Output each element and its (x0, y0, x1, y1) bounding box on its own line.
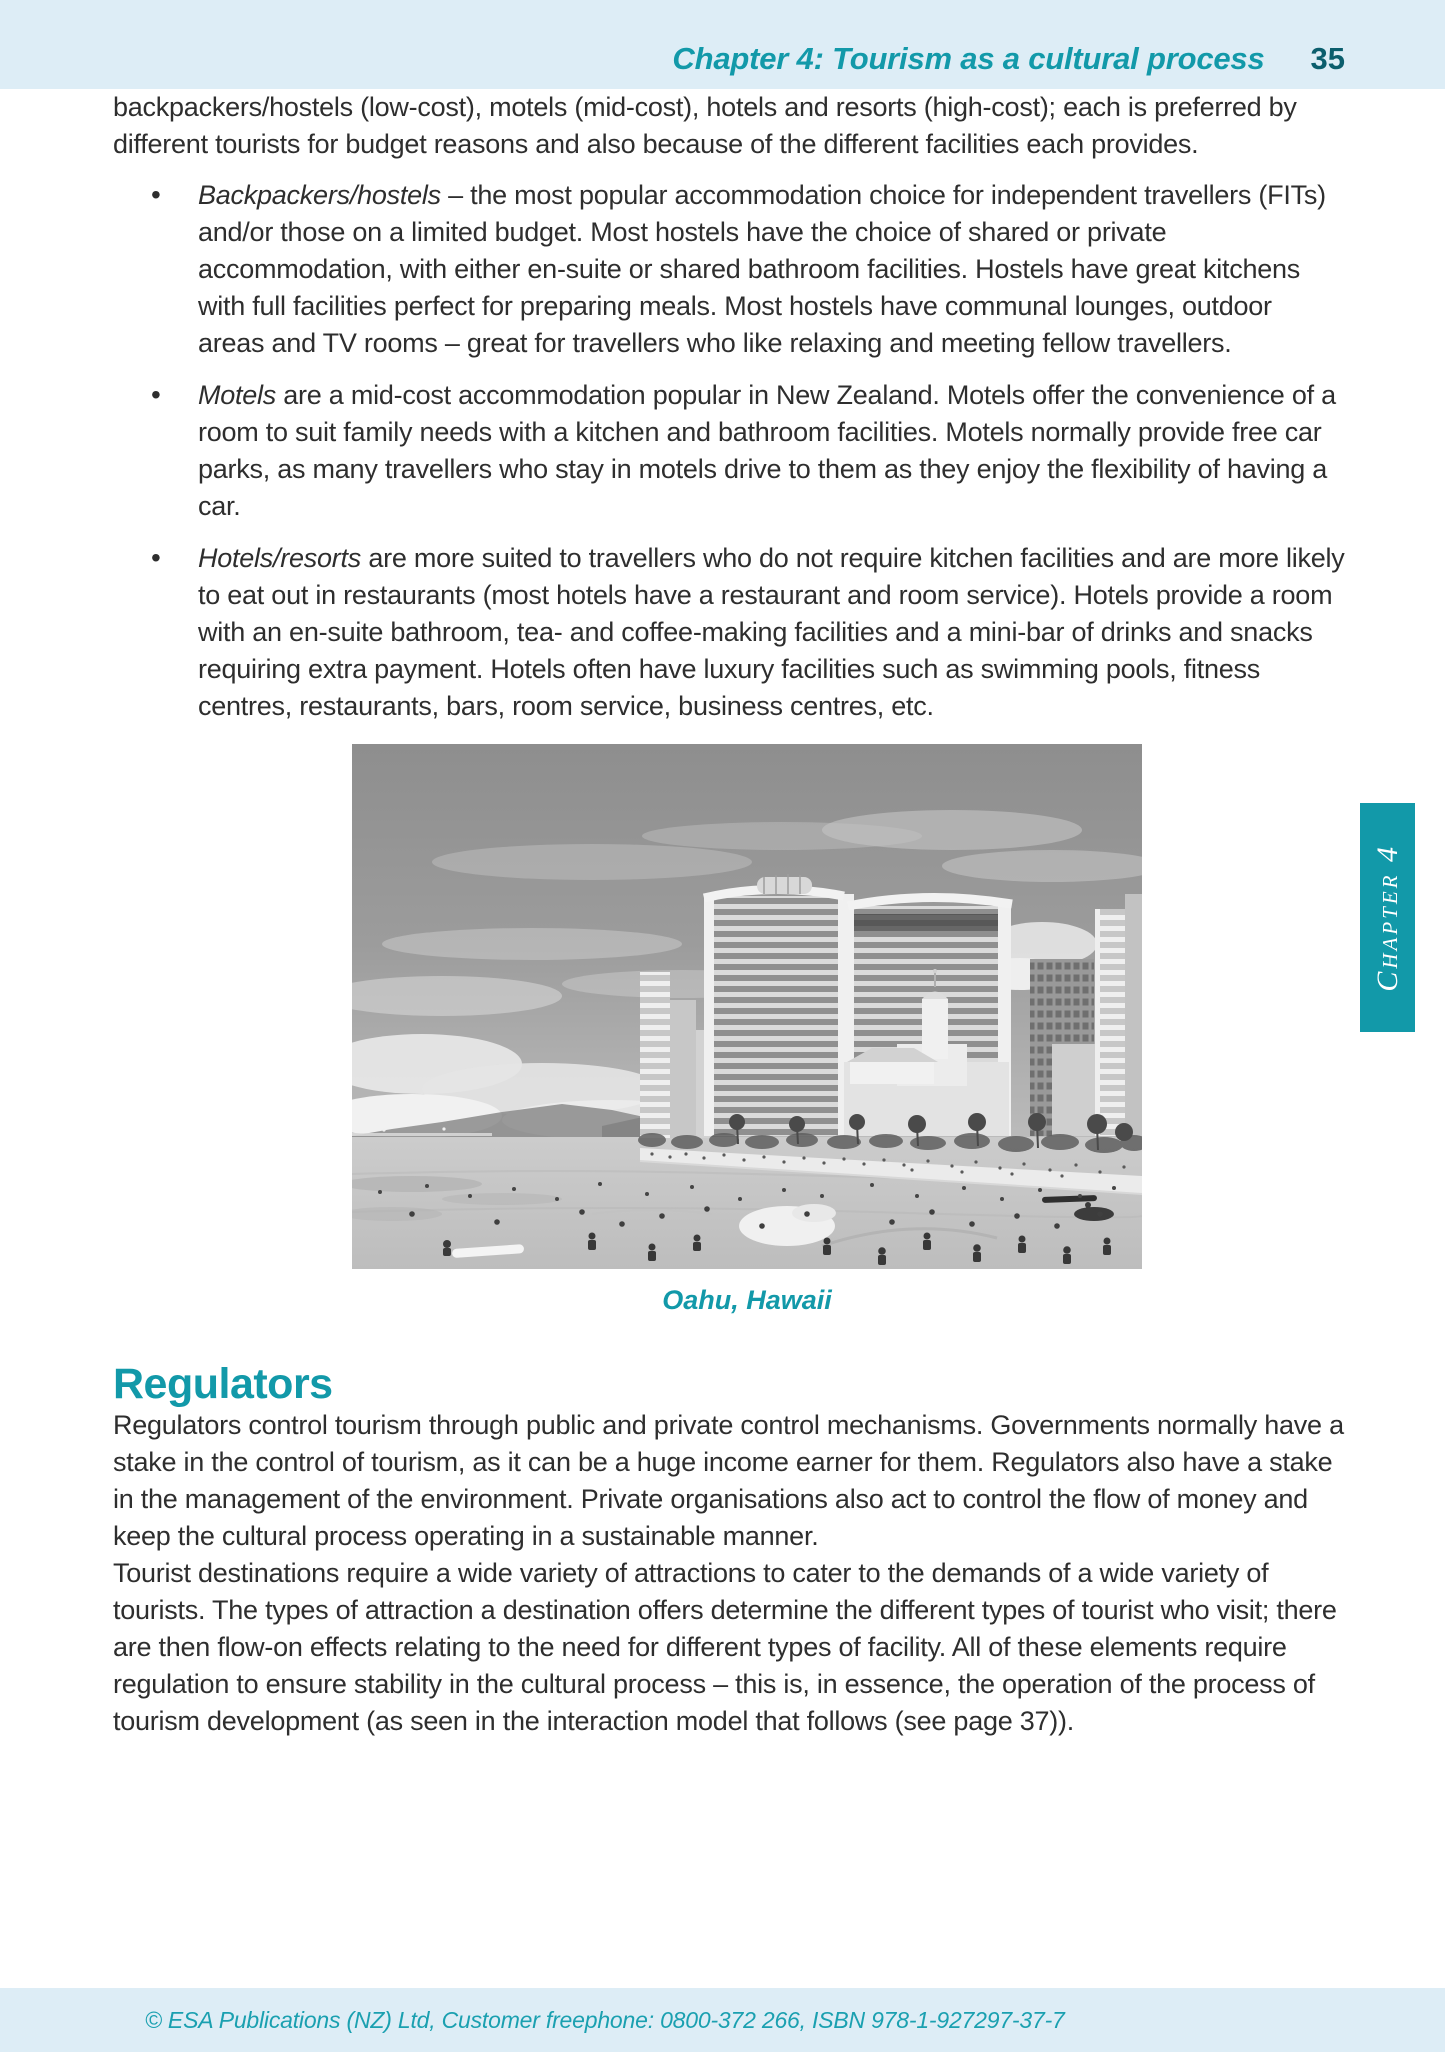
accommodation-list (113, 177, 1345, 725)
page-header-band (0, 0, 1445, 89)
photo-figure (352, 744, 1142, 1319)
list-item-lead: Motels (198, 380, 277, 410)
intro-paragraph: backpackers/hostels (low-cost), motels (mid-cost), hotels and resorts (high-cost); each is preferred by different tourists for budget reasons and also because of the different facilities each provides. (113, 92, 1297, 159)
regulators-paragraph-1: Regulators control tourism through public and private control mechanisms. Governments normally have a stake in the control of tourism, as it can be a huge income earner for them. Regulators also have a stake in the management of the environment. Private organisations also act to control the flow of money and keep the cultural process operating in a sustainable manner. (113, 1410, 1344, 1551)
page-footer-band (0, 1988, 1445, 2052)
list-item-hotels-resorts (113, 540, 1345, 725)
list-item-backpackers (113, 177, 1345, 362)
photo-caption: Oahu, Hawaii (662, 1285, 832, 1315)
oahu-beach-photo (352, 744, 1142, 1269)
list-item-text: are a mid-cost accommodation popular in New Zealand. Motels offer the convenience of a room to suit family needs with a kitchen and bathroom facilities. Motels normally provide free car parks, as many travellers who stay in motels drive to them as they enjoy the flexibility of having a car. (198, 380, 1336, 521)
chapter-tab (1360, 803, 1415, 1032)
page-content (113, 89, 1345, 1740)
section-heading-regulators: Regulators (113, 1360, 333, 1408)
list-item-text: – the most popular accommodation choice for independent travellers (FITs) and/or those on a limited budget. Most hostels have the choice of shared or private accommodation, with either en-suite or shared bathroom facilities. Hostels have great kitchens with full facilities perfect for preparing meals. Most hostels have communal lounges, outdoor areas and TV rooms – great for travellers who like relaxing and meeting fellow travellers. (198, 180, 1326, 358)
list-item-lead: Backpackers/hostels (198, 180, 441, 210)
list-item-lead: Hotels/resorts (198, 543, 362, 573)
page-header (672, 41, 1345, 77)
chapter-tab-label: Chapter 4 (1370, 843, 1404, 992)
list-item-text: are more suited to travellers who do not require kitchen facilities and are more likely to eat out in restaurants (most hotels have a restaurant and room service). Hotels provide a room with an en-suite bathroom, tea- and coffee-making facilities and a mini-bar of drinks and snacks requiring extra payment. Hotels often have luxury facilities such as swimming pools, fitness centres, restaurants, bars, room service, business centres, etc. (198, 543, 1345, 721)
list-item-motels (113, 377, 1345, 525)
footer-text: © ESA Publications (NZ) Ltd, Customer freephone: 0800-372 266, ISBN 978-1-927297-37-7 (145, 2007, 1065, 2033)
regulators-paragraph-2: Tourist destinations require a wide variety of attractions to cater to the demands of a wide variety of tourists. The types of attraction a destination offers determine the different types of tourist who visit; there are then flow-on effects relating to the need for different types of facility. All of these elements require regulation to ensure stability in the cultural process – this is, in essence, the operation of the process of tourism development (as seen in the interaction model that follows (see page 37)). (113, 1558, 1337, 1736)
chapter-running-title: Chapter 4: Tourism as a cultural process (672, 41, 1265, 76)
page-number: 35 (1310, 41, 1345, 76)
